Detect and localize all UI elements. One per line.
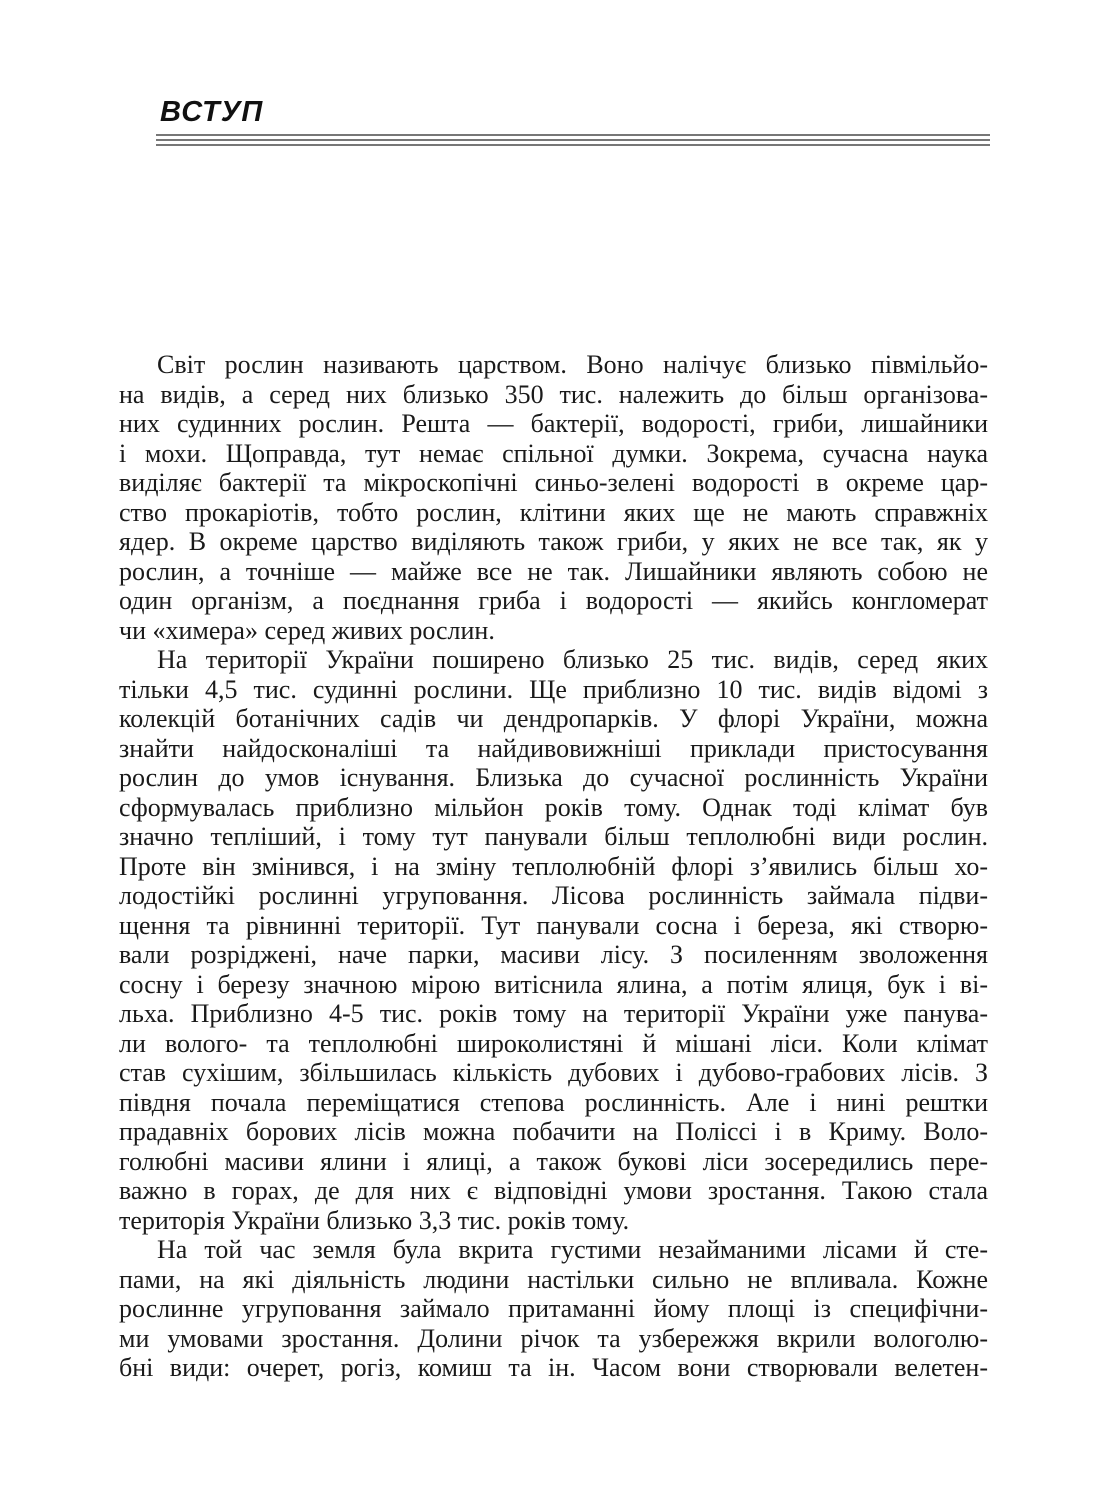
body-text [119,350,988,1383]
text-line: лодостійкі рослинні угруповання. Лісова рослинність займала підви- [119,881,988,910]
text-line: рослин, а точніше — майже все не так. Лишайники являють собою не [119,556,988,586]
text-line: сформувалась приблизно мільйон років тому. Однак тоді клімат був [119,792,988,822]
text-line: рослинне угруповання займало притаманні йому площі із специфічни- [119,1294,988,1323]
text-line: знайти найдосконаліші та найдивовижніші приклади пристосування [119,733,988,763]
text-line: них судинних рослин. Решта — бактерії, водорості, гриби, лишайники [119,409,988,438]
text-line: Світ рослин називають царством. Воно налічує близько півмільйо- [157,350,988,379]
text-line: льха. Приблизно 4-5 тис. років тому на території України уже панува- [119,999,988,1028]
text-line: На той час земля була вкрита густими незайманими лісами й сте- [157,1235,988,1264]
text-line: бні види: очерет, рогіз, комиш та ін. Часом вони створювали велетен- [119,1353,988,1382]
page-title: ВСТУП [160,96,264,128]
text-line: чи «химера» серед живих рослин. [119,615,495,645]
text-line: На території України поширено близько 25 тис. видів, серед яких [157,645,988,674]
text-line: тільки 4,5 тис. судинні рослини. Ще приблизно 10 тис. видів відомі з [119,674,988,704]
text-line: один організм, а поєднання гриба і водорості — якийсь конгломерат [119,586,988,615]
text-line: ство прокаріотів, тобто рослин, клітини яких ще не мають справжніх [119,497,988,527]
text-line: пами, на які діяльність людини настільки сильно не впливала. Кожне [119,1264,988,1294]
text-line: вали розріджені, наче парки, масиви лісу. З посиленням зволоження [119,940,988,969]
text-line: став сухішим, збільшилась кількість дубових і дубово-грабових лісів. З [119,1058,988,1087]
text-line: на видів, а серед них близько 350 тис. належить до більш організова- [119,379,988,409]
text-line: ми умовами зростання. Долини річок та узбережжя вкрили вологолю- [119,1323,988,1353]
title-rule [156,134,990,146]
text-line: ли волого- та теплолюбні широколистяні й мішані ліси. Коли клімат [119,1028,988,1058]
text-line: щення та рівнинні території. Тут панували сосна і береза, які створю- [119,910,988,940]
text-line: голюбні масиви ялини і ялиці, а також букові ліси зосередились пере- [119,1146,988,1176]
text-line: прадавніх борових лісів можна побачити на Поліссі і в Криму. Воло- [119,1117,988,1146]
text-line: ядер. В окреме царство виділяють також гриби, у яких не все так, як у [119,527,988,556]
text-line: важно в горах, де для них є відповідні умови зростання. Такою стала [119,1176,988,1205]
text-line: півдня почала переміщатися степова рослинність. Але і нині рештки [119,1087,988,1117]
text-line: колекцій ботанічних садів чи дендропарків. У флорі України, можна [119,704,988,733]
text-line: і мохи. Щоправда, тут немає спільної думки. Зокрема, сучасна наука [119,438,988,468]
text-line: виділяє бактерії та мікроскопічні синьо-зелені водорості в окреме цар- [119,468,988,497]
text-line: сосну і березу значною мірою витіснила ялина, а потім ялиця, бук і ві- [119,969,988,999]
text-line: Проте він змінився, і на зміну теплолюбній флорі з’явились більш хо- [119,851,988,881]
text-line: територія України близько 3,3 тис. років тому. [119,1205,630,1235]
text-line: рослин до умов існування. Близька до сучасної рослинність України [119,763,988,792]
text-line: значно тепліший, і тому тут панували більш теплолюбні види рослин. [119,822,988,851]
